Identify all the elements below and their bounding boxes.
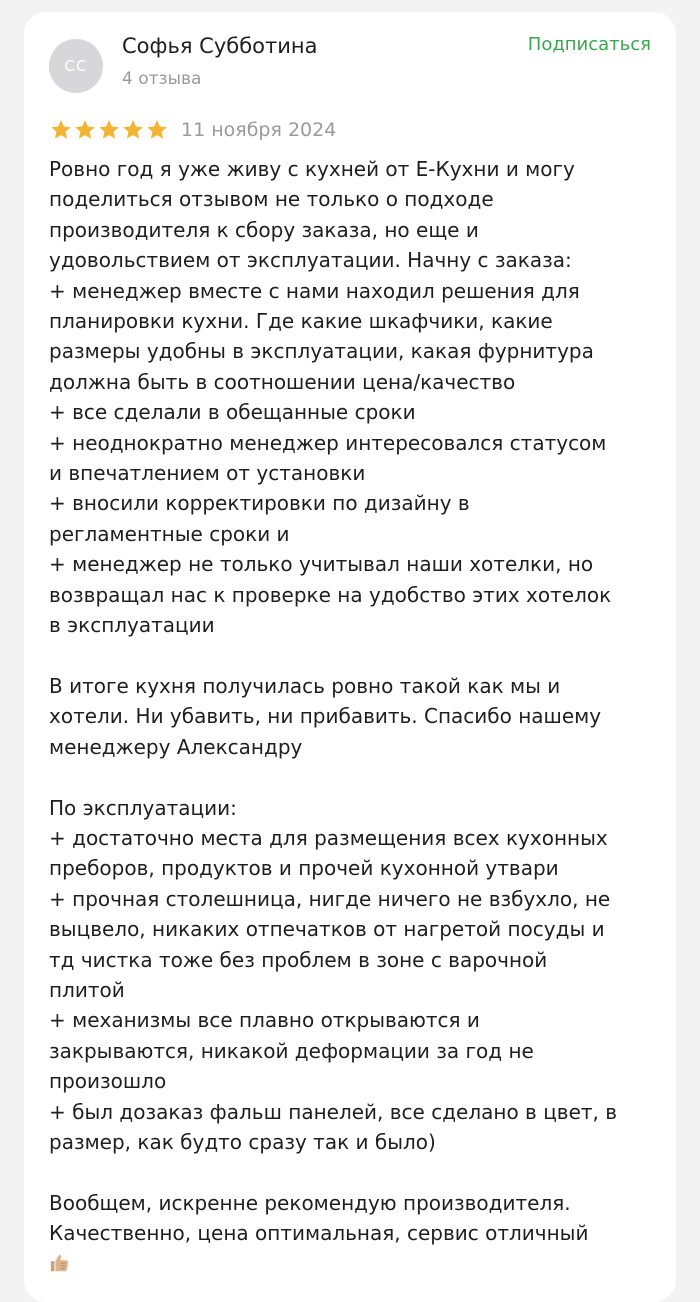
star-icon — [97, 118, 121, 142]
review-paragraph — [49, 1188, 664, 1279]
review-text — [49, 154, 664, 1279]
thumbs-up-icon — [49, 1252, 71, 1274]
star-icon — [49, 118, 73, 142]
author-name[interactable]: Софья Субботина — [122, 34, 318, 58]
star-icon — [145, 118, 169, 142]
review-date: 11 ноября 2024 — [181, 119, 337, 141]
star-icon — [121, 118, 145, 142]
review-card — [24, 12, 676, 1302]
subscribe-button[interactable]: Подписаться — [527, 34, 651, 55]
review-paragraph: Ровно год я уже живу с кухней от Е-Кухни и могу поделиться отзывом не только о подходе производителя к сбору заказа, но еще и удовольствием от эксплуатации. Начну с заказа: + менеджер вместе с нами находил решения для планировки кухни. Где какие шкафчики, какие размеры удобны в эксплуатации, какая фурнитура должна быть в соотношении цена/качество + все сделали в обещанные сроки + неоднократно менеджер интересовался статусом и впечатлением от установки + вносили корректировки по дизайну в регламентные сроки и + менеджер не только учитывал наши хотелки, но возвращал нас к проверке на удобство этих хотелок в эксплуатации — [49, 157, 612, 638]
review-count: 4 отзыва — [122, 69, 202, 89]
star-icon — [73, 118, 97, 142]
star-rating — [49, 118, 169, 142]
avatar[interactable]: СС — [49, 39, 103, 93]
rating-row — [49, 115, 336, 145]
review-paragraph: По эксплуатации: + достаточно места для размещения всех кухонных преборов, продуктов и прочей кухонной утвари + прочная столешница, нигде ничего не взбухло, не выцвело, никаких отпечатков от нагретой посуды и тд чистка тоже без проблем в зоне с варочной плитой + механизмы все плавно открываются и закрываются, никакой деформации за год не произошло + был дозаказ фальш панелей, все сделано в цвет, в размер, как будто сразу так и было) — [49, 795, 618, 1154]
review-closing-text: Вообщем, искренне рекомендую производителя. Качественно, цена оптимальная, сервис отличный — [49, 1190, 589, 1246]
review-paragraph: В итоге кухня получилась ровно такой как мы и хотели. Ни убавить, ни прибавить. Спасибо нашему менеджеру Александру — [49, 673, 602, 759]
